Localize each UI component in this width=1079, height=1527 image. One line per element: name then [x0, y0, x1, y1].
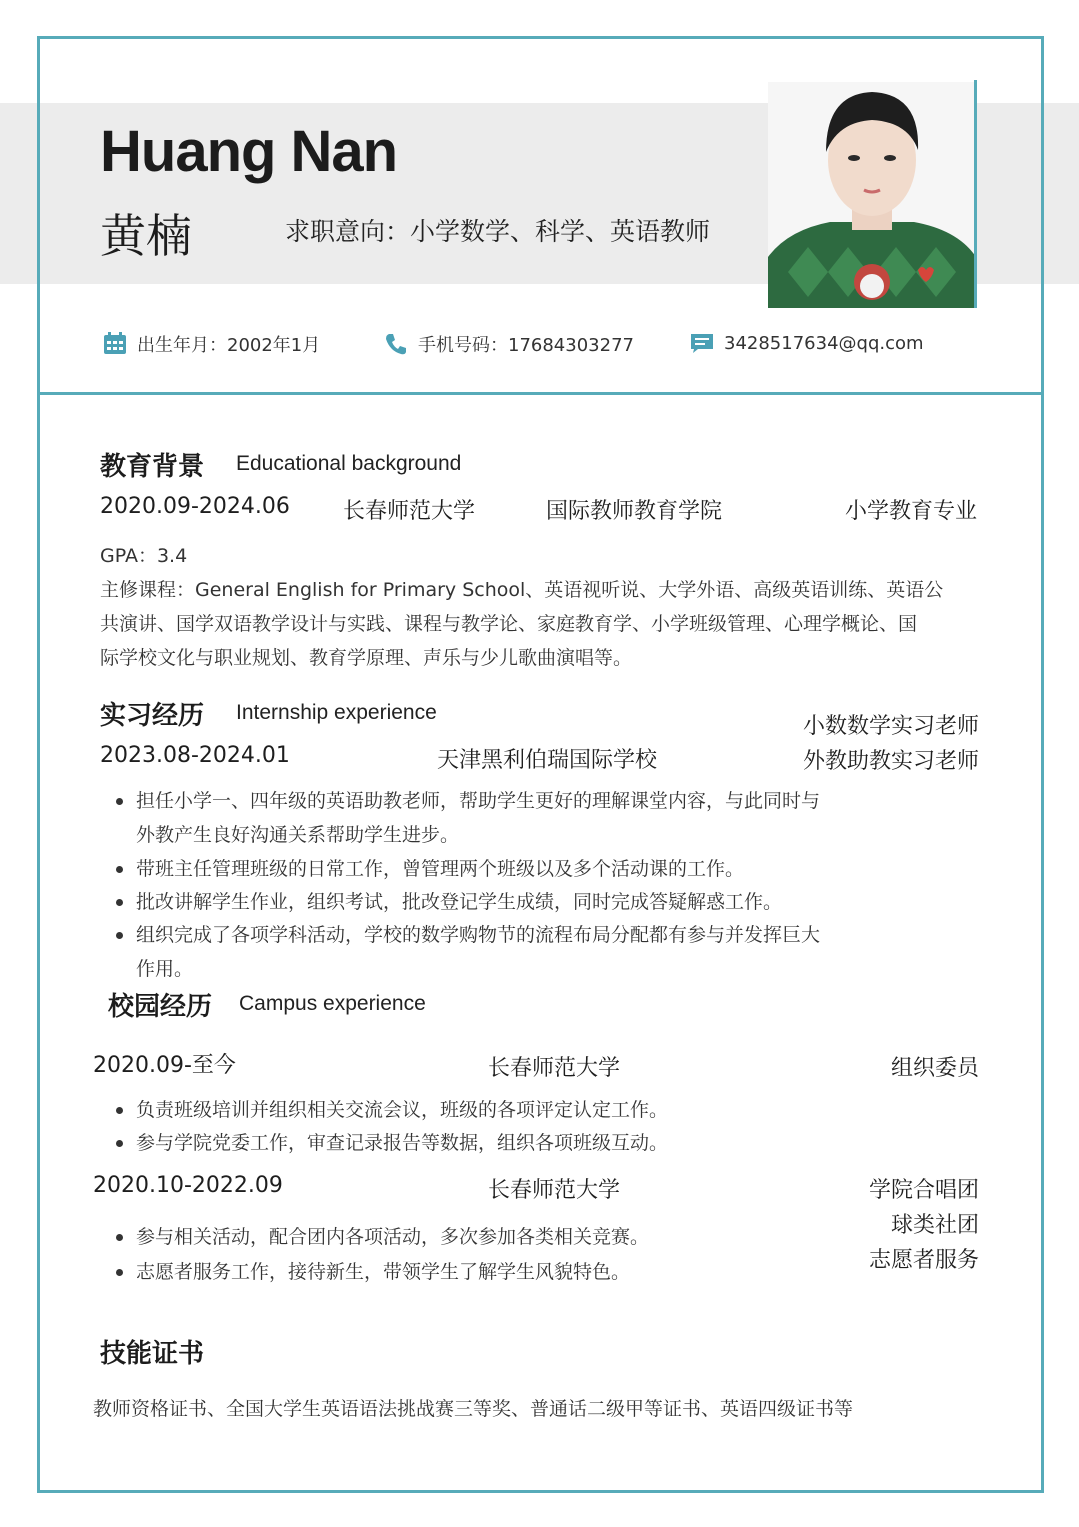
- education-period: 2020.09-2024.06: [100, 494, 290, 519]
- email-text: 3428517634@qq.com: [724, 332, 924, 354]
- name-cn: 黄楠: [100, 209, 192, 263]
- list-item: 志愿者服务工作，接待新生，带领学生了解学生风貌特色。: [136, 1255, 630, 1289]
- birth-text: 出生年月：2002年1月: [137, 335, 321, 356]
- message-icon: [690, 331, 714, 355]
- campus-title-en: Campus experience: [239, 992, 426, 1015]
- campus-period: 2020.10-2022.09: [93, 1173, 283, 1198]
- internship-title: 实习经历: [100, 701, 205, 731]
- list-item: 组织完成了各项学科活动，学校的数学购物节的流程布局分配都有参与并发挥巨大 作用。: [136, 918, 820, 986]
- list-item: 负责班级培训并组织相关交流会议，班级的各项评定认定工作。: [136, 1093, 668, 1127]
- education-major: 小学教育专业: [844, 499, 977, 524]
- phone-icon: [384, 332, 408, 356]
- photo-accent-line: [974, 80, 977, 308]
- internship-title-en: Internship experience: [236, 701, 437, 724]
- education-college: 国际教师教育学院: [546, 499, 723, 524]
- profile-photo: [768, 82, 976, 308]
- calendar-icon: [103, 332, 127, 356]
- campus-title: 校园经历: [108, 992, 213, 1022]
- campus-school: 长春师范大学: [488, 1056, 621, 1081]
- campus-role: 学院合唱团: [868, 1178, 979, 1203]
- list-item: 参与相关活动，配合团内各项活动，多次参加各类相关竞赛。: [136, 1220, 649, 1254]
- education-school: 长春师范大学: [343, 499, 476, 524]
- campus-role: 球类社团: [890, 1213, 979, 1238]
- name-en: Huang Nan: [100, 119, 398, 184]
- header-divider: [40, 392, 1041, 395]
- skills-title: 技能证书: [100, 1339, 205, 1369]
- skills-text: 教师资格证书、全国大学生英语语法挑战赛三等奖、普通话二级甲等证书、英语四级证书等: [93, 1398, 854, 1420]
- contact-email: [690, 331, 924, 355]
- internship-role: 外教助教实习老师: [802, 749, 979, 774]
- phone-text: 手机号码：17684303277: [418, 335, 634, 356]
- list-item: 带班主任管理班级的日常工作，曾管理两个班级以及多个活动课的工作。: [136, 852, 744, 886]
- contact-phone: [384, 331, 634, 357]
- education-title: 教育背景: [100, 452, 205, 482]
- campus-school: 长春师范大学: [488, 1178, 621, 1203]
- campus-role: 志愿者服务: [868, 1248, 979, 1273]
- education-title-en: Educational background: [236, 452, 462, 475]
- campus-role: 组织委员: [890, 1056, 979, 1081]
- campus-period: 2020.09-至今: [93, 1053, 236, 1078]
- list-item: 参与学院党委工作，审查记录报告等数据，组织各项班级互动。: [136, 1126, 668, 1160]
- courses-line: 主修课程：General English for Primary School、英语视听说、大学外语、高级英语训练、英语公: [100, 579, 944, 601]
- job-objective: 求职意向：小学数学、科学、英语教师: [285, 217, 711, 246]
- internship-school: 天津黑利伯瑞国际学校: [437, 748, 658, 773]
- courses-line: 际学校文化与职业规划、教育学原理、声乐与少儿歌曲演唱等。: [100, 647, 633, 669]
- list-item: 担任小学一、四年级的英语助教老师，帮助学生更好的理解课堂内容，与此同时与 外教产生良好沟通关系帮助学生进步。: [136, 784, 820, 852]
- internship-period: 2023.08-2024.01: [100, 743, 290, 768]
- list-item: 批改讲解学生作业，组织考试，批改登记学生成绩，同时完成答疑解惑工作。: [136, 885, 782, 919]
- contact-birth: [103, 331, 320, 357]
- internship-role: 小数数学实习老师: [802, 714, 979, 739]
- education-gpa: GPA：3.4: [100, 545, 188, 567]
- courses-line: 共演讲、国学双语教学设计与实践、课程与教学论、家庭教育学、小学班级管理、心理学概论、国: [100, 613, 918, 635]
